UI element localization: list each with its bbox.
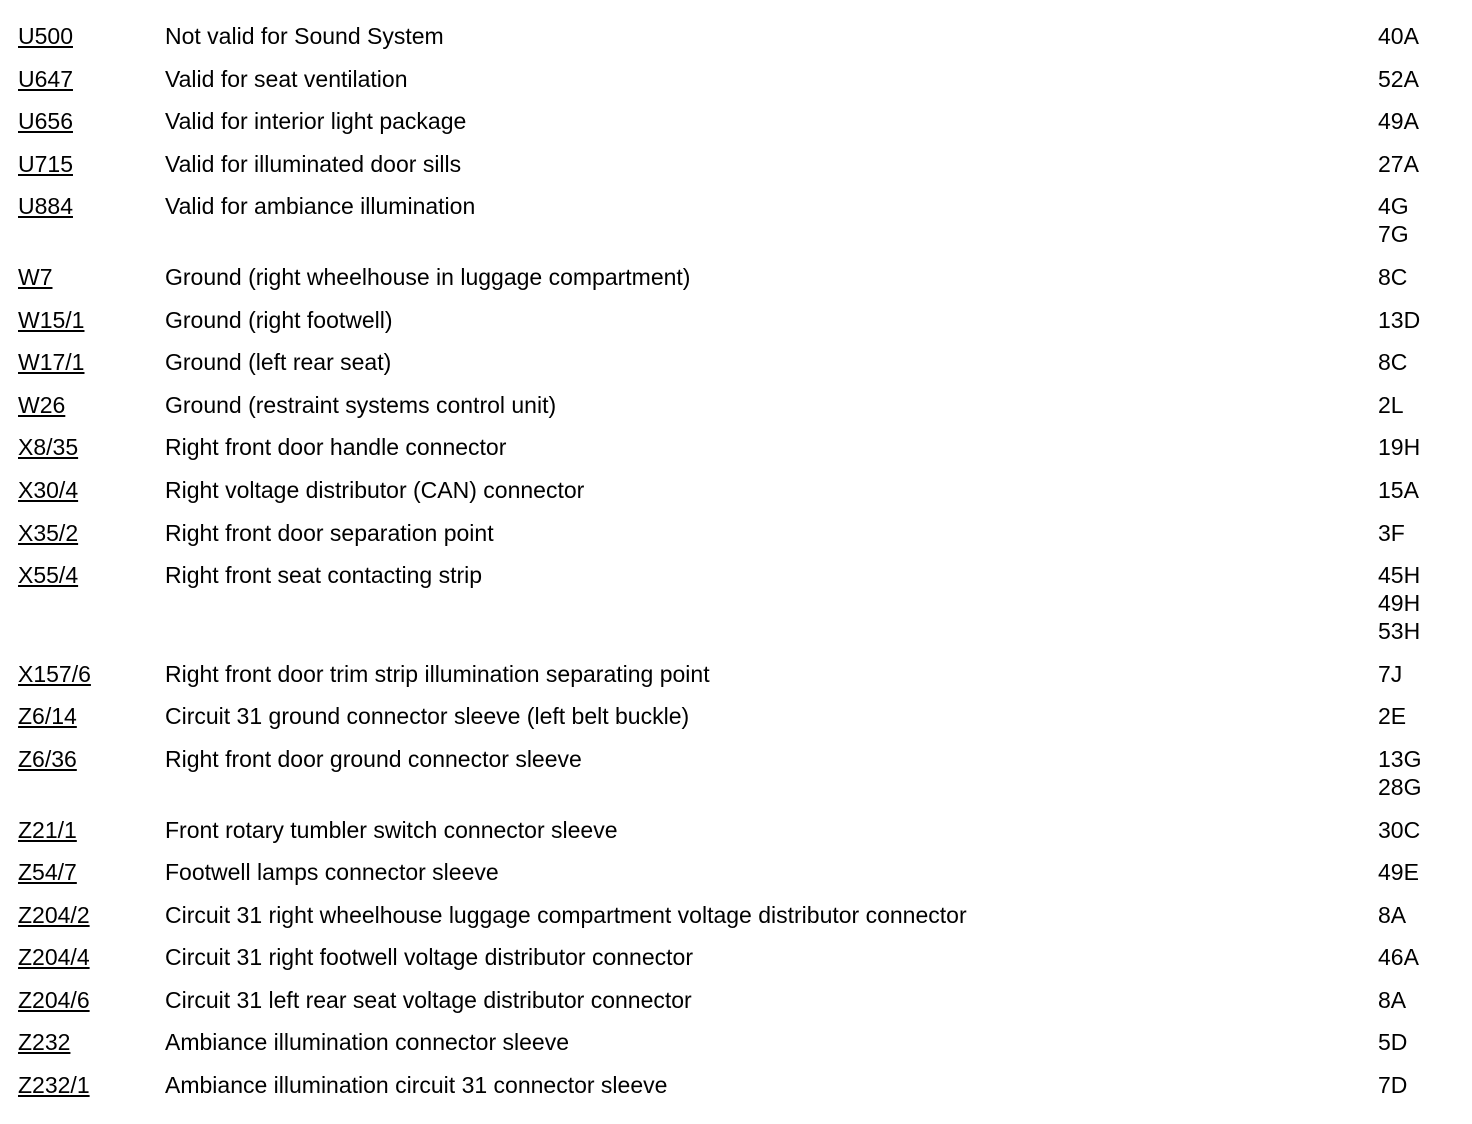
component-description: Right voltage distributor (CAN) connector (165, 476, 585, 503)
component-code-link[interactable]: U647 (18, 65, 73, 92)
component-code-link[interactable]: Z6/36 (18, 745, 77, 772)
grid-reference: 49H (1378, 590, 1421, 617)
component-description: Ground (right footwell) (165, 306, 393, 333)
component-code-link[interactable]: Z232 (18, 1029, 71, 1056)
grid-reference-list (1378, 660, 1458, 688)
component-description: Ground (left rear seat) (165, 349, 392, 376)
component-code-link[interactable]: Z232/1 (18, 1072, 90, 1099)
component-code-link[interactable]: U500 (18, 23, 73, 49)
grid-reference-list (1378, 519, 1458, 547)
legend-row (18, 306, 1458, 334)
grid-reference: 45H (1378, 562, 1421, 589)
component-description: Right front door trim strip illumination separating point (165, 660, 710, 687)
component-description: Circuit 31 left rear seat voltage distributor connector (165, 986, 692, 1013)
grid-reference: 3F (1378, 519, 1405, 546)
grid-reference-list (1378, 745, 1458, 801)
grid-reference-list (1378, 433, 1458, 461)
component-code-link[interactable]: W17/1 (18, 349, 85, 376)
grid-reference: 19H (1378, 434, 1421, 461)
grid-reference: 7G (1378, 221, 1409, 248)
component-description: Valid for illuminated door sills (165, 150, 462, 177)
grid-reference: 8C (1378, 263, 1408, 290)
component-legend-table (18, 22, 1458, 1114)
legend-row (18, 519, 1458, 547)
component-description: Ground (restraint systems control unit) (165, 391, 557, 418)
component-code-link[interactable]: W15/1 (18, 306, 85, 333)
legend-row (18, 561, 1458, 645)
grid-reference: 53H (1378, 618, 1421, 645)
component-code-link[interactable]: X55/4 (18, 562, 79, 589)
grid-reference: 13G (1378, 745, 1422, 772)
legend-row (18, 702, 1458, 730)
component-code-link[interactable]: Z204/4 (18, 944, 90, 971)
component-description: Right front door separation point (165, 519, 494, 546)
component-description: Circuit 31 right footwell voltage distributor connector (165, 944, 693, 971)
grid-reference-list (1378, 476, 1458, 504)
component-code-link[interactable]: Z204/2 (18, 901, 90, 928)
legend-row (18, 150, 1458, 178)
legend-row (18, 816, 1458, 844)
legend-row (18, 476, 1458, 504)
legend-row (18, 433, 1458, 461)
grid-reference-list (1378, 943, 1458, 971)
component-code-link[interactable]: Z6/14 (18, 703, 77, 730)
component-code-link[interactable]: U656 (18, 108, 73, 135)
grid-reference-list (1378, 816, 1458, 844)
component-code-link[interactable]: X8/35 (18, 434, 79, 461)
grid-reference: 49E (1378, 859, 1419, 886)
grid-reference: 40A (1378, 23, 1419, 49)
grid-reference-list (1378, 263, 1458, 291)
legend-row (18, 107, 1458, 135)
legend-row (18, 263, 1458, 291)
component-description: Right front door ground connector sleeve (165, 745, 582, 772)
legend-row (18, 192, 1458, 248)
component-description: Circuit 31 right wheelhouse luggage compartment voltage distributor connector (165, 901, 967, 928)
grid-reference: 7J (1378, 660, 1403, 687)
grid-reference-list (1378, 986, 1458, 1014)
grid-reference-list (1378, 65, 1458, 93)
grid-reference-list (1378, 150, 1458, 178)
legend-row (18, 660, 1458, 688)
grid-reference: 52A (1378, 65, 1419, 92)
component-description: Ground (right wheelhouse in luggage compartment) (165, 263, 691, 290)
grid-reference: 27A (1378, 150, 1419, 177)
component-description: Valid for interior light package (165, 108, 467, 135)
component-code-link[interactable]: W26 (18, 391, 66, 418)
grid-reference-list (1378, 858, 1458, 886)
grid-reference-list (1378, 391, 1458, 419)
grid-reference: 8A (1378, 901, 1407, 928)
component-description: Right front door handle connector (165, 434, 507, 461)
grid-reference: 4G (1378, 193, 1409, 220)
component-description: Ambiance illumination circuit 31 connector sleeve (165, 1072, 668, 1099)
grid-reference: 2E (1378, 703, 1407, 730)
grid-reference: 46A (1378, 944, 1419, 971)
component-code-link[interactable]: X157/6 (18, 660, 91, 687)
grid-reference-list (1378, 561, 1458, 645)
component-code-link[interactable]: U884 (18, 193, 73, 220)
component-description: Front rotary tumbler switch connector sleeve (165, 816, 618, 843)
legend-row (18, 858, 1458, 886)
legend-row (18, 65, 1458, 93)
component-code-link[interactable]: Z21/1 (18, 816, 77, 843)
grid-reference-list (1378, 1071, 1458, 1099)
grid-reference-list (1378, 901, 1458, 929)
component-description: Not valid for Sound System (165, 23, 444, 49)
legend-row (18, 391, 1458, 419)
component-code-link[interactable]: X30/4 (18, 476, 79, 503)
grid-reference: 8C (1378, 349, 1408, 376)
legend-row (18, 1028, 1458, 1056)
grid-reference-list (1378, 107, 1458, 135)
component-code-link[interactable]: Z54/7 (18, 859, 77, 886)
legend-row (18, 1071, 1458, 1099)
component-description: Right front seat contacting strip (165, 562, 483, 589)
grid-reference-list (1378, 1028, 1458, 1056)
legend-row (18, 901, 1458, 929)
grid-reference: 30C (1378, 816, 1421, 843)
component-code-link[interactable]: Z204/6 (18, 986, 90, 1013)
legend-row (18, 22, 1458, 50)
legend-row (18, 348, 1458, 376)
grid-reference-list (1378, 306, 1458, 334)
grid-reference-list (1378, 22, 1458, 50)
grid-reference: 15A (1378, 476, 1419, 503)
component-code-link[interactable]: W7 (18, 263, 53, 290)
grid-reference: 5D (1378, 1029, 1408, 1056)
component-description: Valid for ambiance illumination (165, 193, 476, 220)
component-code-link[interactable]: U715 (18, 150, 73, 177)
component-description: Circuit 31 ground connector sleeve (left belt buckle) (165, 703, 690, 730)
grid-reference: 8A (1378, 986, 1407, 1013)
component-description: Valid for seat ventilation (165, 65, 408, 92)
legend-row (18, 745, 1458, 801)
grid-reference: 49A (1378, 108, 1419, 135)
grid-reference: 2L (1378, 391, 1404, 418)
grid-reference-list (1378, 348, 1458, 376)
legend-row (18, 943, 1458, 971)
grid-reference: 28G (1378, 773, 1422, 800)
grid-reference-list (1378, 192, 1458, 248)
component-code-link[interactable]: X35/2 (18, 519, 79, 546)
component-description: Ambiance illumination connector sleeve (165, 1029, 569, 1056)
component-description: Footwell lamps connector sleeve (165, 859, 499, 886)
grid-reference: 13D (1378, 306, 1421, 333)
legend-row (18, 986, 1458, 1014)
grid-reference-list (1378, 702, 1458, 730)
grid-reference: 7D (1378, 1072, 1408, 1099)
